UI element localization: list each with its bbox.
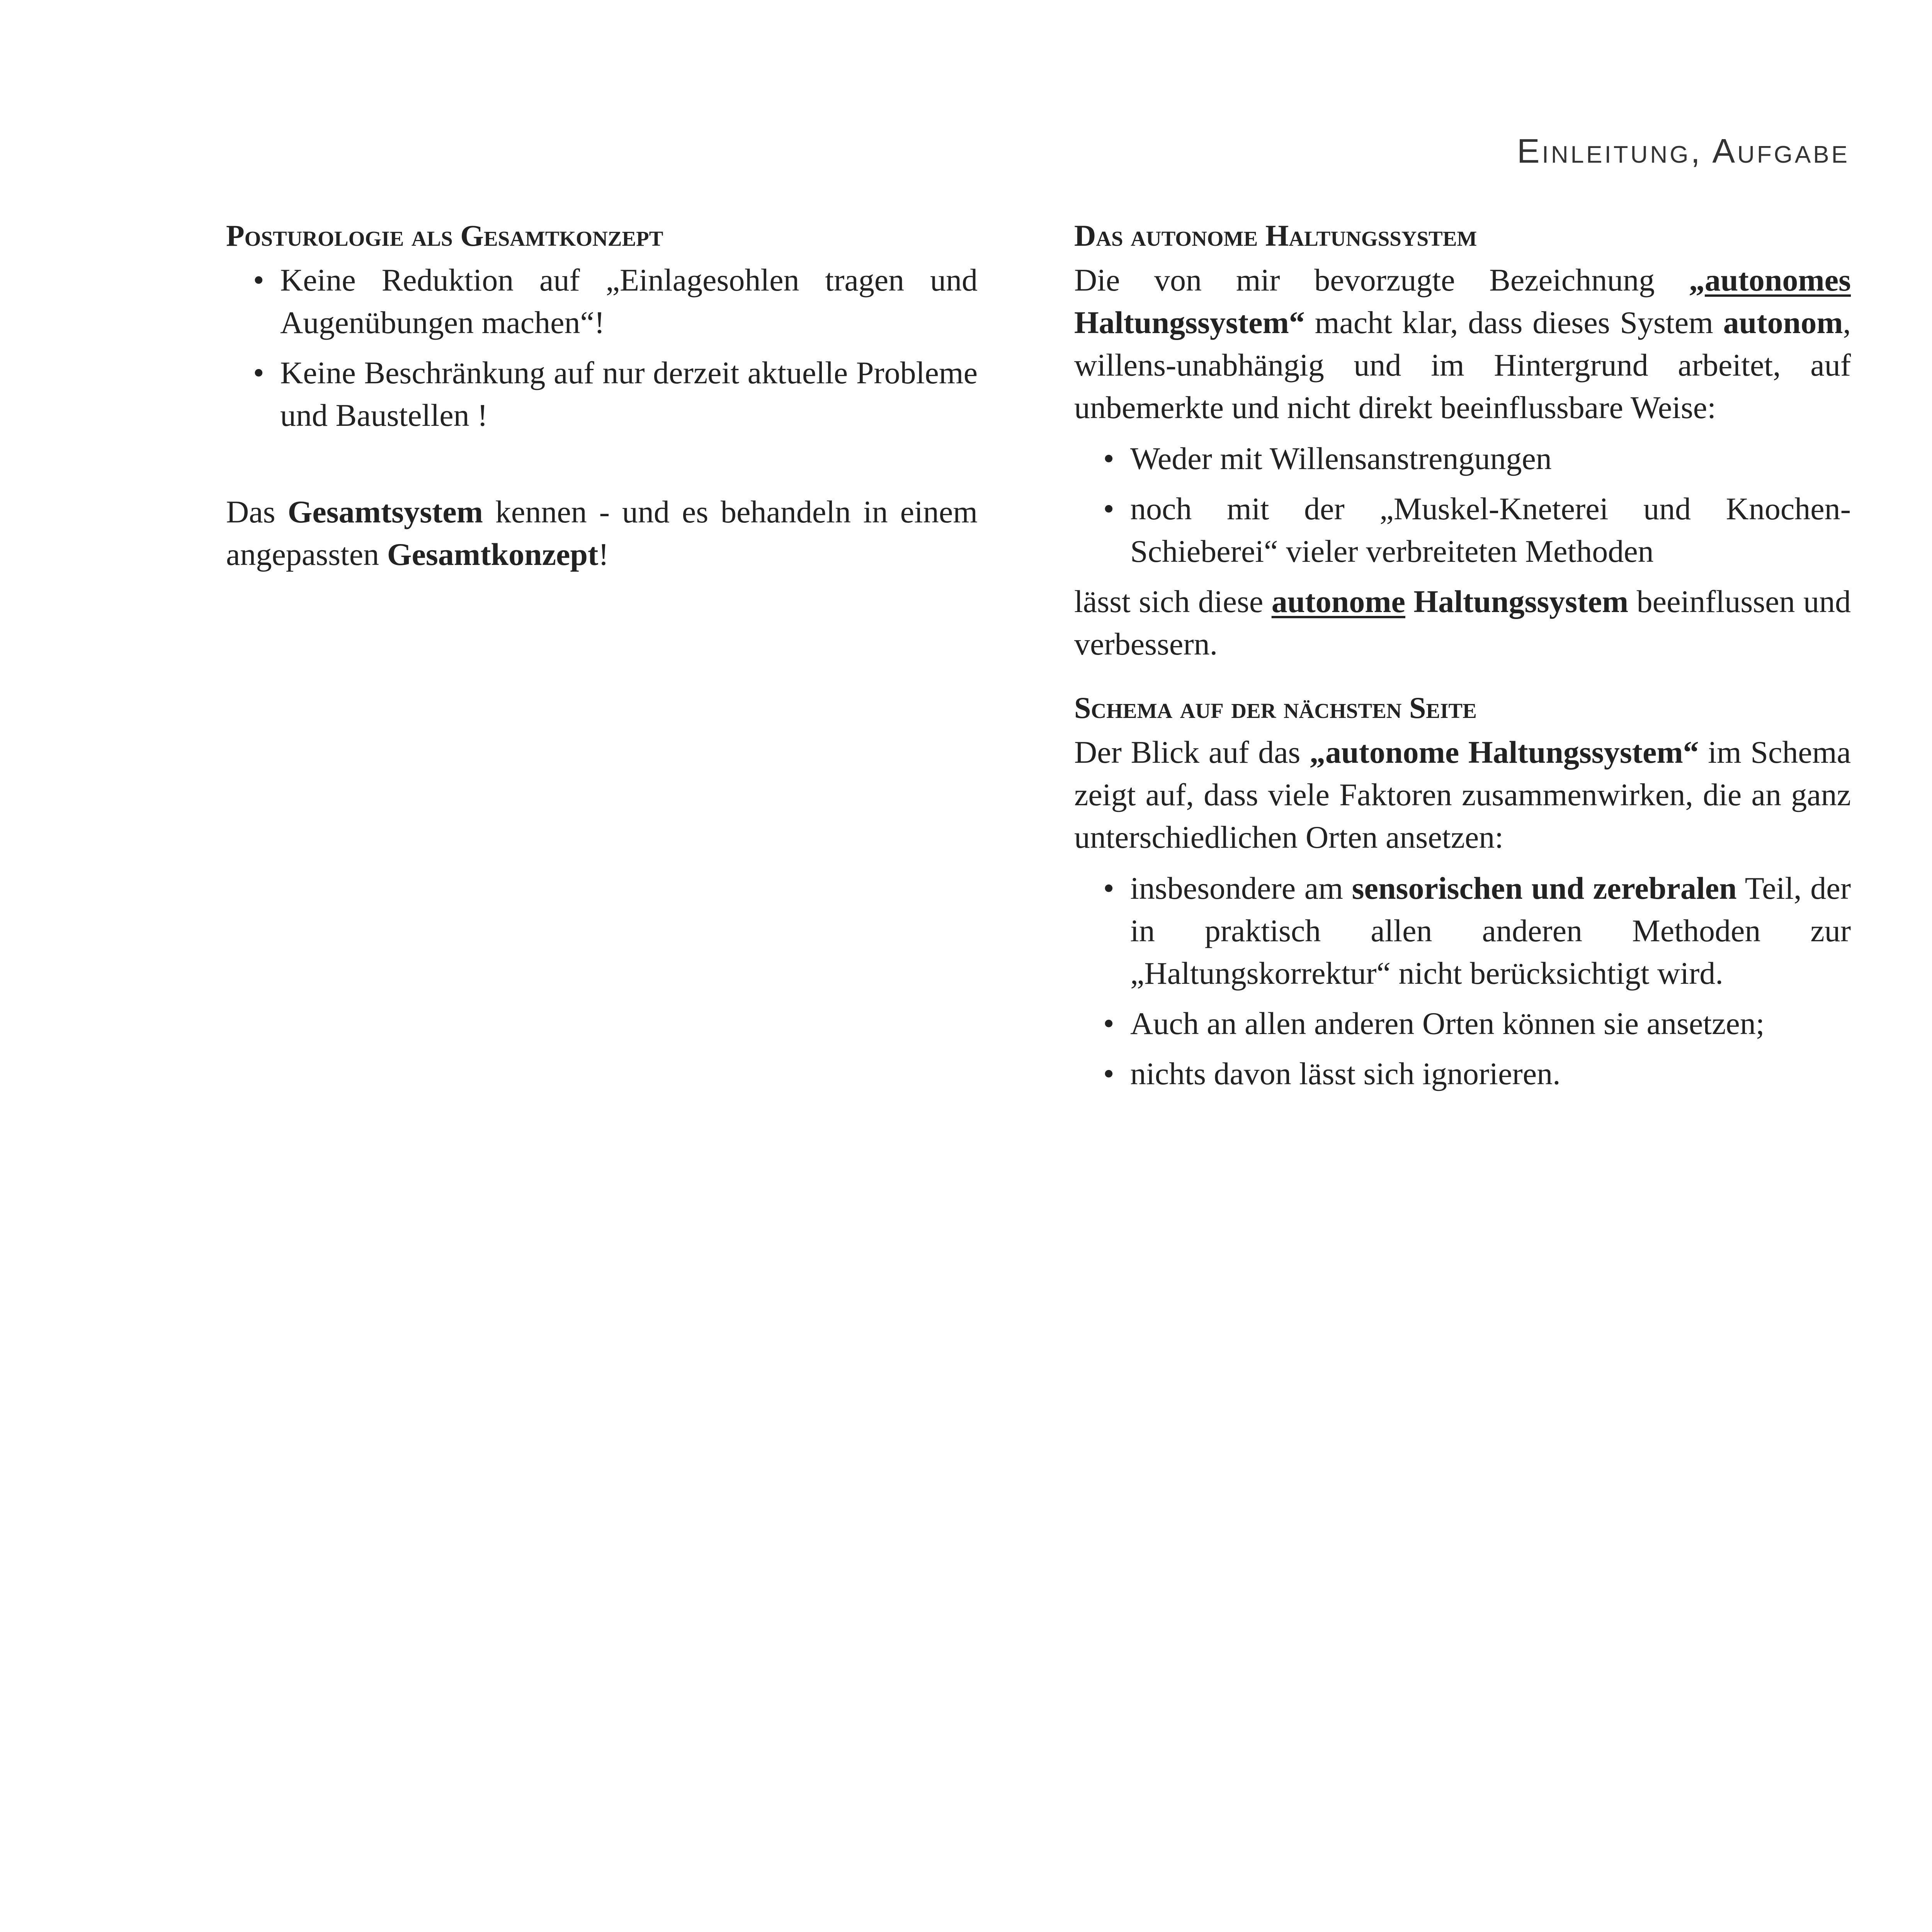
bullet-icon: • (1103, 491, 1114, 526)
list-item-text: noch mit der „Muskel-Kneterei und Knochen-Schieberei“ vieler verbreiteten Methoden (1130, 491, 1851, 569)
bold-term (1272, 584, 1629, 619)
list-item (1074, 437, 1851, 480)
text-run: Teil, der in praktisch allen anderen Methoden zur „Haltungskorrektur“ nicht berücksichtigt wird. (1130, 871, 1851, 991)
text-run: kennen - und es behandeln in einem angepassten (226, 494, 978, 572)
bullet-list (226, 259, 978, 437)
text-run: Der Blick auf das (1074, 735, 1310, 770)
underlined-term: autonome (1271, 584, 1405, 619)
section-heading-posturologie: Posturologie als Gesamtkonzept (226, 219, 663, 252)
bold-term: Gesamtkonzept (387, 537, 599, 572)
text-run: Haltungssystem“ (1074, 305, 1305, 340)
bold-term: Gesamtsystem (287, 494, 483, 529)
bullet-icon: • (1103, 871, 1114, 906)
bullet-list (1074, 437, 1851, 573)
list-item (1074, 1053, 1851, 1095)
schema-paragraph (1074, 731, 1851, 859)
section-heading-haltungssystem: Das autonome Haltungssystem (1074, 219, 1477, 252)
bullet-icon: • (1103, 1056, 1114, 1091)
list-item (226, 259, 978, 344)
bold-term: „autonome Haltungssystem“ (1310, 735, 1699, 770)
gesamtsystem-paragraph (226, 491, 978, 576)
intro-paragraph (1074, 259, 1851, 429)
right-column (1074, 216, 1851, 1103)
text-run: beeinflussen und verbessern. (1074, 584, 1851, 662)
text-run: im Schema zeigt auf, dass viele Faktoren zusammenwirken, die an ganz unterschiedlichen Orten ansetzen: (1074, 735, 1851, 855)
list-item-text: Weder mit Willensanstrengungen (1130, 441, 1552, 476)
conclusion-paragraph (1074, 580, 1851, 665)
bullet-list (1074, 867, 1851, 1095)
left-column (226, 216, 978, 576)
text-run: Haltungssystem (1405, 584, 1629, 619)
bullet-icon: • (1103, 441, 1114, 476)
list-item-text (1130, 871, 1851, 991)
text-run: lässt sich diese (1074, 584, 1272, 619)
list-item (1074, 1002, 1851, 1045)
list-item (226, 352, 978, 437)
list-item (1074, 488, 1851, 573)
list-item-text: Auch an allen anderen Orten können sie ansetzen; (1130, 1006, 1765, 1041)
text-run: macht klar, dass dieses System (1304, 305, 1723, 340)
text-run: Die von mir bevorzugte Bezeichnung (1074, 262, 1689, 298)
text-run: , willens-unabhängig und im Hintergrund arbeitet, auf unbemerkte und nicht direkt beeinflussbare Weise: (1074, 305, 1851, 425)
running-title: Einleitung, Aufgabe (1517, 132, 1850, 170)
section-heading-schema: Schema auf der nächsten Seite (1074, 691, 1477, 724)
text-run: „ (1689, 262, 1705, 298)
list-item-text: nichts davon lässt sich ignorieren. (1130, 1056, 1561, 1091)
text-run: ! (598, 537, 609, 572)
underlined-term: autonomes (1704, 262, 1851, 298)
bold-term: sensorischen und zerebralen (1352, 871, 1737, 906)
list-item-text: Keine Reduktion auf „Einlagesohlen tragen und Augenübungen machen“! (280, 262, 978, 340)
text-run: Das (226, 494, 288, 529)
bullet-icon: • (1103, 1006, 1114, 1041)
bullet-icon: • (253, 355, 264, 390)
list-item-text: Keine Beschränkung auf nur derzeit aktuelle Probleme und Baustellen ! (280, 355, 978, 433)
list-item (1074, 867, 1851, 995)
bullet-icon: • (253, 262, 264, 298)
bold-term: autonom (1723, 305, 1843, 340)
text-run: insbesondere am (1130, 871, 1352, 906)
